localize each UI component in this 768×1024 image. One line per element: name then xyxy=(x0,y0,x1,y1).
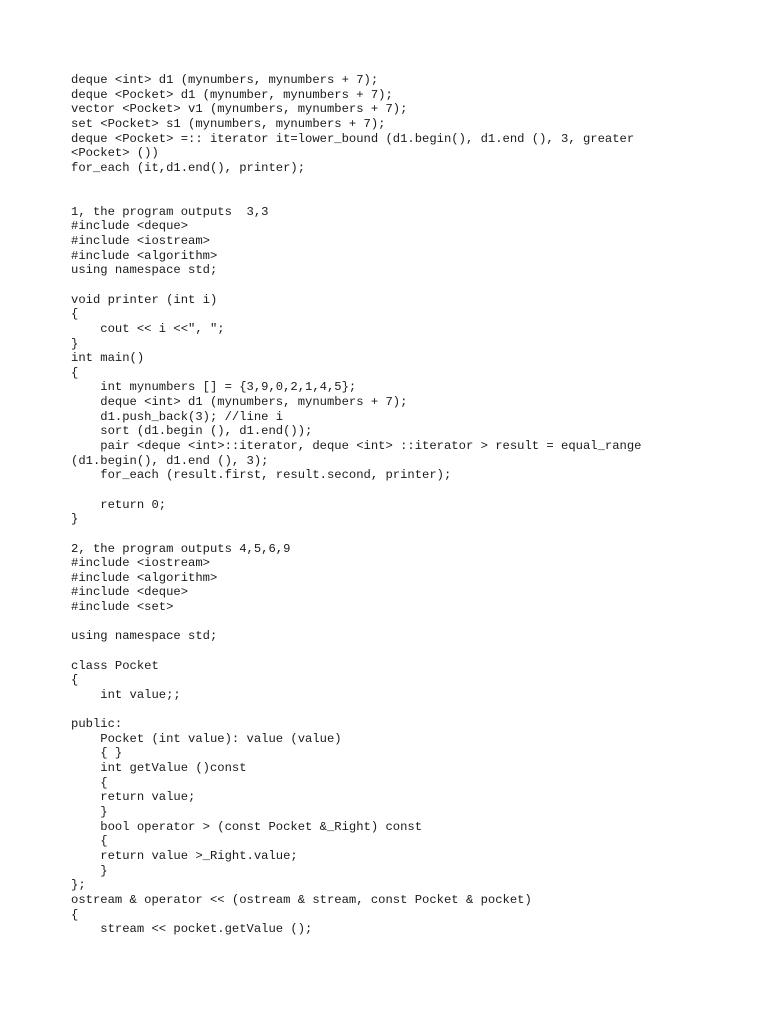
code-line: sort (d1.begin (), d1.end()); xyxy=(71,424,313,439)
code-line: #include <algorithm> xyxy=(71,248,218,263)
code-line: set <Pocket> s1 (mynumbers, mynumbers + 7); xyxy=(71,116,386,131)
code-line: public: xyxy=(71,717,123,732)
code-line: } xyxy=(71,863,108,878)
code-line xyxy=(71,175,711,190)
code-line: using namespace std; xyxy=(71,629,218,644)
code-line: 2, the program outputs 4,5,6,9 xyxy=(71,541,291,556)
code-line: #include <algorithm> xyxy=(71,570,218,585)
code-line: void printer (int i) xyxy=(71,292,218,307)
code-line: deque <int> d1 (mynumbers, mynumbers + 7); xyxy=(71,395,408,410)
code-line: return value; xyxy=(71,790,196,805)
code-line: return 0; xyxy=(71,497,167,512)
code-line xyxy=(71,483,711,498)
code-line: deque <Pocket> d1 (mynumber, mynumbers + 7); xyxy=(71,87,393,102)
code-line: deque <int> d1 (mynumbers, mynumbers + 7); xyxy=(71,73,379,87)
code-line: using namespace std; xyxy=(71,263,218,278)
code-line: vector <Pocket> v1 (mynumbers, mynumbers + 7); xyxy=(71,102,408,117)
code-line: pair <deque <int>::iterator, deque <int> ::iterator > result = equal_range xyxy=(71,439,642,454)
code-line: }; xyxy=(71,878,86,893)
code-document xyxy=(71,73,711,937)
code-line: #include <deque> xyxy=(71,585,189,600)
code-line xyxy=(71,527,711,542)
code-line: for_each (result.first, result.second, printer); xyxy=(71,468,452,483)
code-line: { xyxy=(71,775,108,790)
code-line: { xyxy=(71,673,79,688)
code-line xyxy=(71,278,711,293)
code-line: int mynumbers [] = {3,9,0,2,1,4,5}; xyxy=(71,380,357,395)
code-line xyxy=(71,644,711,659)
code-line: int getValue ()const xyxy=(71,761,247,776)
code-line xyxy=(71,190,711,205)
code-line: int main() xyxy=(71,351,145,366)
code-line: { xyxy=(71,834,108,849)
code-line: } xyxy=(71,805,108,820)
code-line: 1, the program outputs 3,3 xyxy=(71,204,269,219)
code-line: { xyxy=(71,307,79,322)
code-line: cout << i <<", "; xyxy=(71,321,225,336)
code-line: { xyxy=(71,365,79,380)
code-line xyxy=(71,703,711,718)
code-line: stream << pocket.getValue (); xyxy=(71,922,313,937)
code-line: class Pocket xyxy=(71,658,159,673)
code-line: <Pocket> ()) xyxy=(71,146,159,161)
code-line: } xyxy=(71,336,79,351)
code-line: return value >_Right.value; xyxy=(71,848,298,863)
code-line: #include <iostream> xyxy=(71,234,210,249)
code-line: ostream & operator << (ostream & stream, const Pocket & pocket) xyxy=(71,892,532,907)
code-line: d1.push_back(3); //line i xyxy=(71,409,284,424)
code-line: #include <set> xyxy=(71,600,174,615)
code-line xyxy=(71,615,711,630)
code-line: int value;; xyxy=(71,687,181,702)
code-line: bool operator > (const Pocket &_Right) const xyxy=(71,819,423,834)
code-line: Pocket (int value): value (value) xyxy=(71,731,342,746)
code-line: #include <deque> xyxy=(71,219,189,234)
code-line: (d1.begin(), d1.end (), 3); xyxy=(71,453,269,468)
code-line: { } xyxy=(71,746,123,761)
code-line: { xyxy=(71,907,79,922)
code-line: deque <Pocket> =:: iterator it=lower_bound (d1.begin(), d1.end (), 3, greater xyxy=(71,131,635,146)
code-line: } xyxy=(71,512,79,527)
code-line: #include <iostream> xyxy=(71,556,210,571)
code-line: for_each (it,d1.end(), printer); xyxy=(71,160,306,175)
